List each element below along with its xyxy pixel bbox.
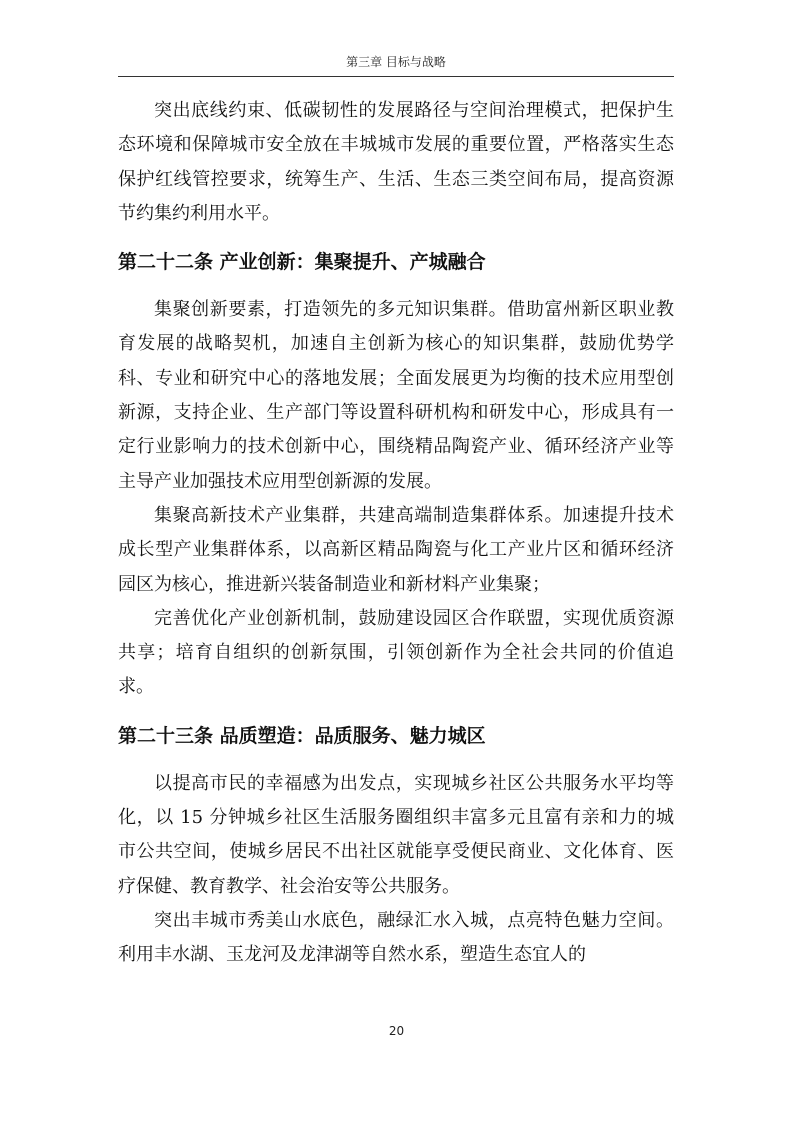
running-header: 第三章 目标与战略 [346,55,446,69]
header-divider [118,76,674,77]
article-23-heading: 第二十三条 品质塑造：品质服务、魅力城区 [118,724,486,747]
page-number: 20 [388,1024,405,1038]
article-22-paragraph-2: 集聚高新技术产业集群，共建高端制造集群体系。加速提升技术成长型产业集群体系，以高新区精品陶瓷与化工产业片区和循环经济园区为核心，推进新兴装备制造业和新材料产业集聚； [118,504,674,595]
article-23-paragraph-2: 突出丰城市秀美山水底色，融绿汇水入城，点亮特色魅力空间。利用丰水湖、玉龙河及龙津湖等自然水系，塑造生态宜人的 [118,909,674,966]
body-content [118,94,674,973]
article-22-paragraph-1: 集聚创新要素，打造领先的多元知识集群。借助富州新区职业教育发展的战略契机，加速自主创新为核心的知识集群，鼓励优势学科、专业和研究中心的落地发展；全面发展更为均衡的技术应用型创新源，支持企业、生产部门等设置科研机构和研发中心，形成具有一定行业影响力的技术创新中心，围绕精品陶瓷产业、循环经济产业等主导产业加强技术应用型创新源的发展。 [118,299,674,492]
intro-paragraph: 突出底线约束、低碳韧性的发展路径与空间治理模式，把保护生态环境和保障城市安全放在丰城城市发展的重要位置，严格落实生态保护红线管控要求，统筹生产、生活、生态三类空间布局，提高资源节约集约利用水平。 [118,100,674,224]
article-22-heading: 第二十二条 产业创新：集聚提升、产城融合 [118,251,486,274]
article-23-paragraph-1: 以提高市民的幸福感为出发点，实现城乡社区公共服务水平均等化，以 15 分钟城乡社区生活服务圈组织丰富多元且富有亲和力的城市公共空间，使城乡居民不出社区就能享受便民商业、文化体育、医疗保健、教育教学、社会治安等公共服务。 [118,772,674,897]
article-22-paragraph-3: 完善优化产业创新机制，鼓励建设园区合作联盟，实现优质资源共享；培育自组织的创新氛围，引领创新作为全社会共同的价值追求。 [118,607,674,698]
